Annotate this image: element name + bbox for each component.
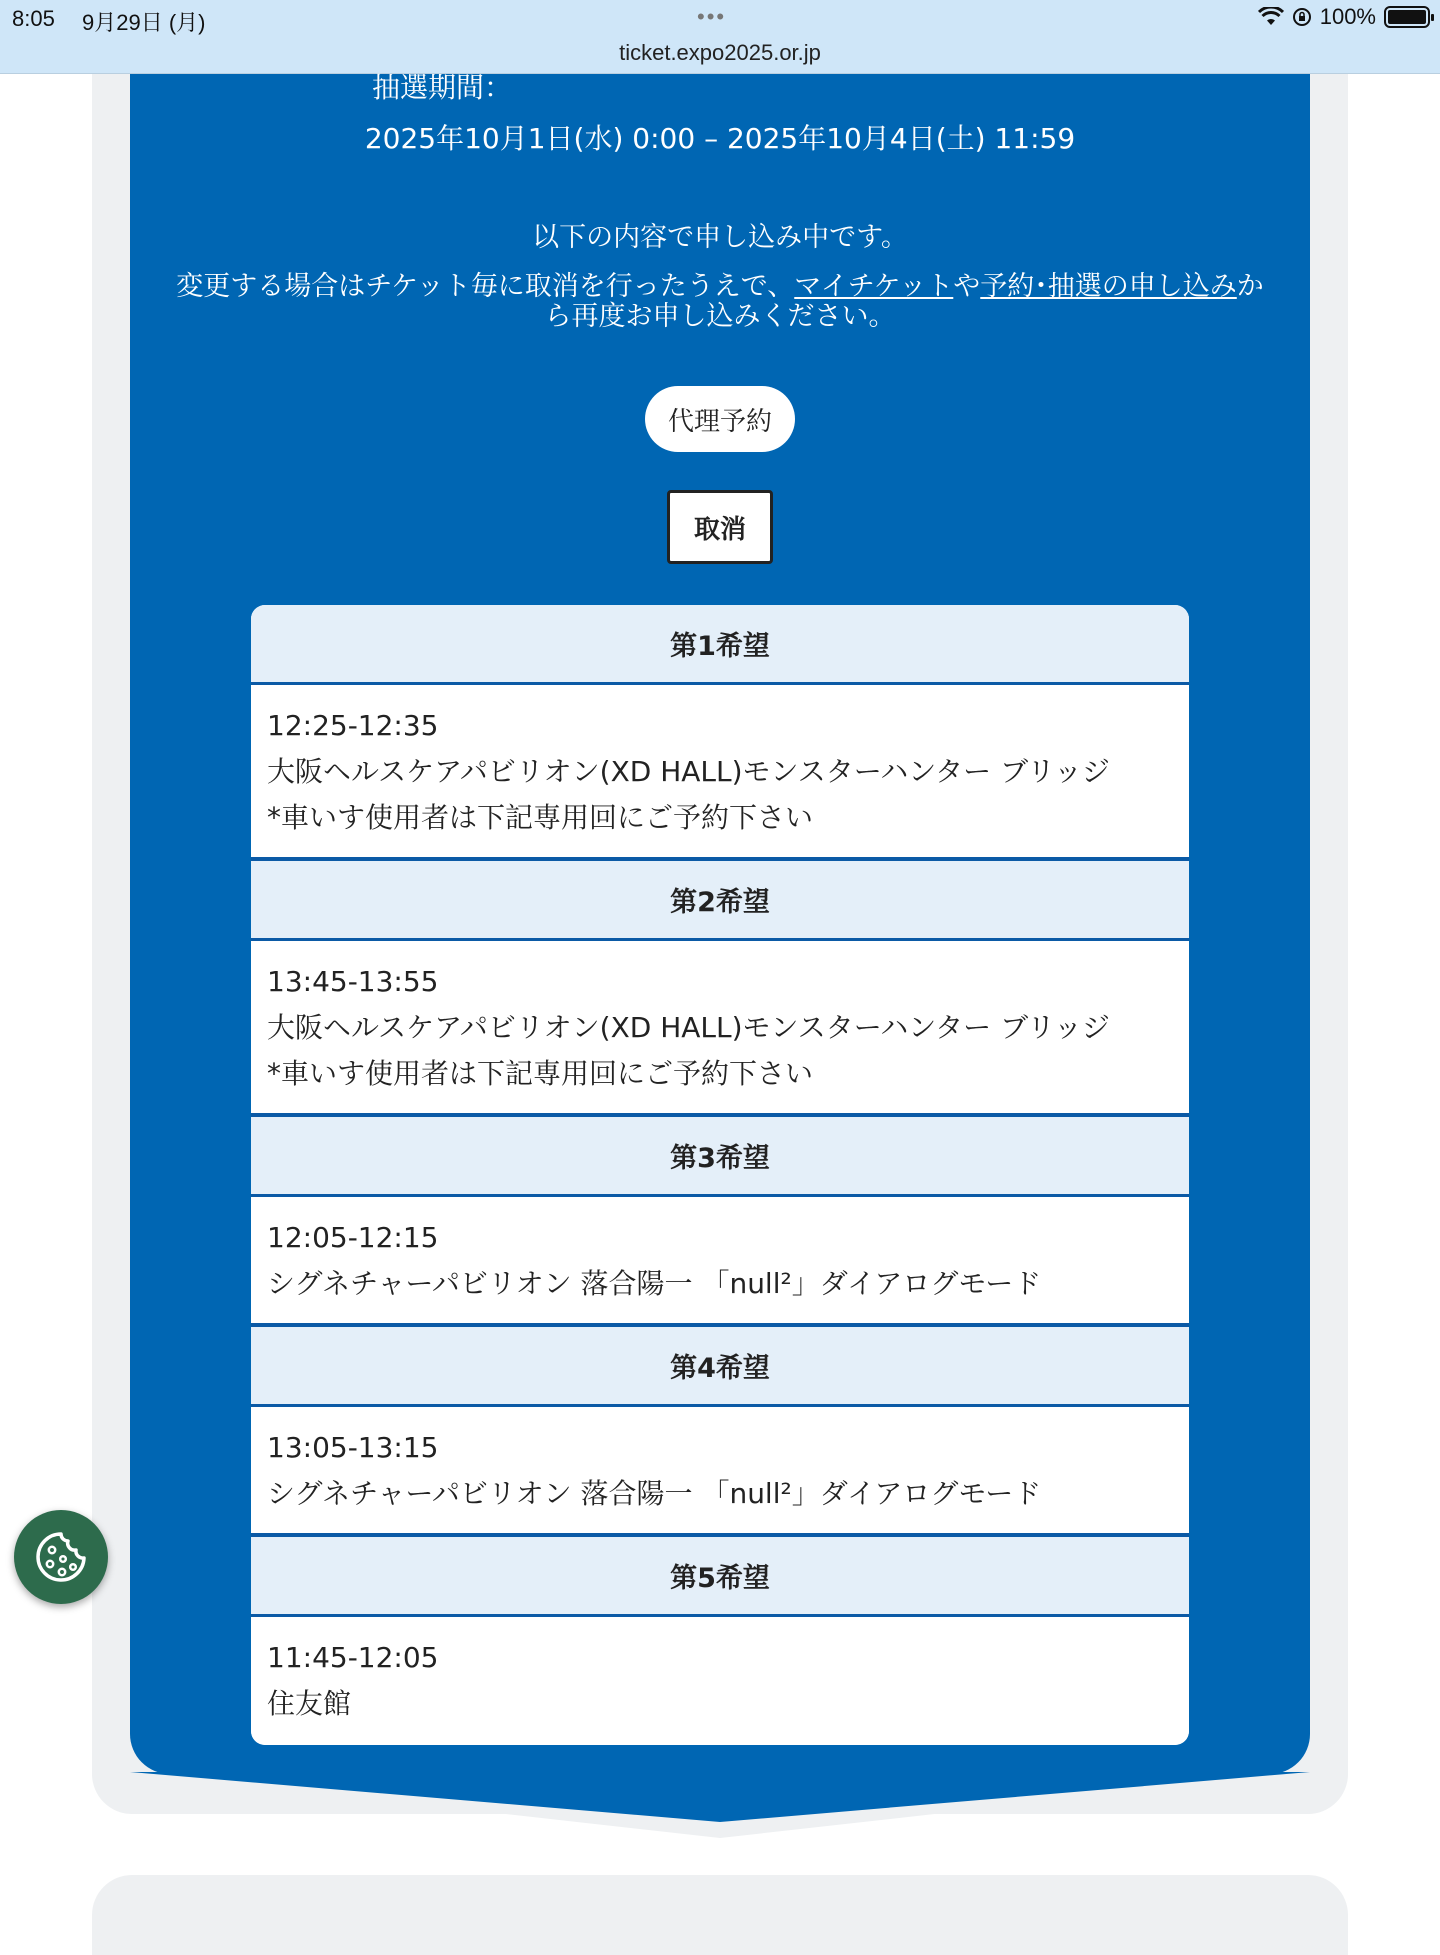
choice-note: *車いす使用者は下記専用回にご予約下さい [267,1057,814,1090]
choice-event-name: 大阪ヘルスケアパビリオン(XD HALL)モンスターハンター ブリッジ [267,1011,1110,1044]
panel-arrow-tip [130,1772,1310,1838]
choice-time: 11:45-12:05 [267,1641,439,1674]
battery-icon [1384,6,1430,28]
wifi-icon [1258,7,1284,27]
choice-event-name: 住友館 [267,1687,352,1720]
cookie-settings-button[interactable] [14,1510,108,1604]
change-suffix: から再度お申し込みください。 [544,271,1264,332]
battery-percent: 100% [1319,4,1376,29]
lottery-period-label: 抽選期間： [372,71,513,104]
choice-detail [251,685,1189,861]
status-icons [1258,4,1430,30]
choice-note: *車いす使用者は下記専用回にご予約下さい [267,801,814,834]
connector-text: や [953,271,981,302]
address-bar[interactable]: ticket.expo2025.or.jp [619,40,821,65]
choice-detail [251,1617,1189,1745]
choice-heading: 第2希望 [251,861,1189,941]
proxy-reservation-button[interactable]: 代理予約 [645,386,795,452]
change-instructions [170,272,1270,332]
choice-detail [251,941,1189,1117]
cookie-icon [32,1528,90,1586]
choice-detail [251,1197,1189,1327]
choice-event-name: シグネチャーパビリオン 落合陽一 「null²」ダイアログモード [267,1477,1042,1510]
cancel-button[interactable]: 取消 [667,490,773,564]
choice-heading: 第5希望 [251,1537,1189,1617]
orientation-lock-icon [1292,7,1312,27]
my-ticket-link[interactable]: マイチケット [794,271,954,302]
date: 9月29日 (月) [82,10,206,35]
choice-time: 13:05-13:15 [267,1431,439,1464]
browser-status-bar [0,0,1440,74]
choice-event-name: 大阪ヘルスケアパビリオン(XD HALL)モンスターハンター ブリッジ [267,755,1110,788]
clock: 8:05 [12,6,55,31]
choice-time: 12:25-12:35 [267,709,439,742]
choice-time: 13:45-13:55 [267,965,439,998]
choice-time: 12:05-12:15 [267,1221,439,1254]
choice-heading: 第3希望 [251,1117,1189,1197]
choice-heading: 第1希望 [251,605,1189,685]
applying-message: 以下の内容で申し込み中です。 [532,222,908,253]
apply-link[interactable]: 予約･抽選の申し込み [980,271,1237,302]
choices-table [251,605,1189,1745]
choice-detail [251,1407,1189,1537]
lottery-period-value: 2025年10月1日(水) 0:00 – 2025年10月4日(土) 11:59 [364,122,1076,155]
next-card [92,1875,1348,1955]
change-prefix: 変更する場合はチケット毎に取消を行ったうえで、 [176,271,795,302]
choice-heading: 第4希望 [251,1327,1189,1407]
more-dots-icon[interactable]: ••• [697,4,727,29]
choice-event-name: シグネチャーパビリオン 落合陽一 「null²」ダイアログモード [267,1267,1042,1300]
